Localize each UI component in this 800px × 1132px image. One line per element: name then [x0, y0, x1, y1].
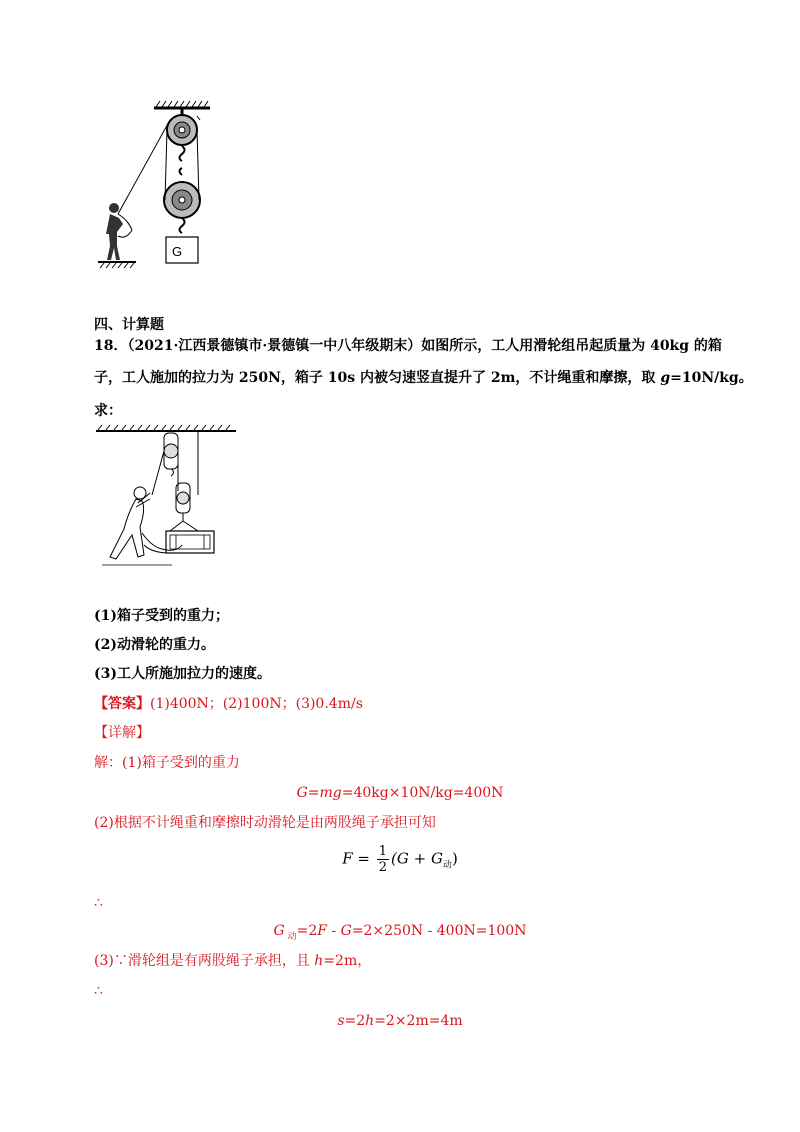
question-ask: 求：	[94, 403, 122, 419]
section-heading: 四、计算题	[94, 317, 164, 333]
equation-gravity: G=mg=40kg×10N/kg=400N	[296, 785, 504, 801]
answer-text: (1)400N；(2)100N；(3)0.4m/s	[150, 696, 363, 712]
therefore-symbol-1: ∴	[94, 895, 103, 911]
weight-label: G	[172, 244, 183, 259]
question-line-2	[94, 371, 753, 385]
equation-force: F = $\frac{1}{2}$ $(G + G_动)$	[342, 844, 458, 875]
question-line-1	[94, 339, 722, 353]
detail-label: 【详解】	[94, 725, 150, 741]
question-source: （2021·江西景德镇市·景德镇一中八年级期末）	[127, 338, 422, 354]
question-text-2b: =10N/kg。	[670, 370, 753, 386]
answer-label: 【答案】	[94, 696, 150, 712]
question-text-2g: g	[660, 370, 671, 386]
fraction-half: $\frac{1}{2}$	[378, 844, 387, 875]
therefore-symbol-2: ∴	[94, 983, 103, 999]
answer-line	[94, 697, 363, 711]
question-number: 18．	[94, 338, 128, 354]
sub-question-3: (3)工人所施加拉力的速度。	[94, 666, 271, 682]
detail-step-2: (2)根据不计绳重和摩擦时动滑轮是由两股绳子承担可知	[94, 815, 436, 831]
top-pulley-figure	[98, 96, 228, 276]
equation-moving-pulley: G $_动$=2F - G=2×250N - 400N=100N	[273, 923, 527, 942]
sub-question-2: (2)动滑轮的重力。	[94, 637, 215, 653]
question-text-2a: 子，工人施加的拉力为 250N，箱子 10s 内被匀速竖直提升了 2m，不计绳重和摩擦，取	[94, 370, 661, 386]
detail-step-3: (3)∵滑轮组是有两股绳子承担，且 h=2m，	[94, 953, 372, 969]
sub-question-1: (1)箱子受到的重力；	[94, 608, 229, 624]
question-text-1: 如图所示，工人用滑轮组吊起质量为 40kg 的箱	[421, 338, 722, 354]
detail-step-1: 解：(1)箱子受到的重力	[94, 755, 240, 771]
worker-pulley-figure	[92, 425, 242, 575]
equation-distance: s=2h=2×2m=4m	[337, 1013, 463, 1029]
